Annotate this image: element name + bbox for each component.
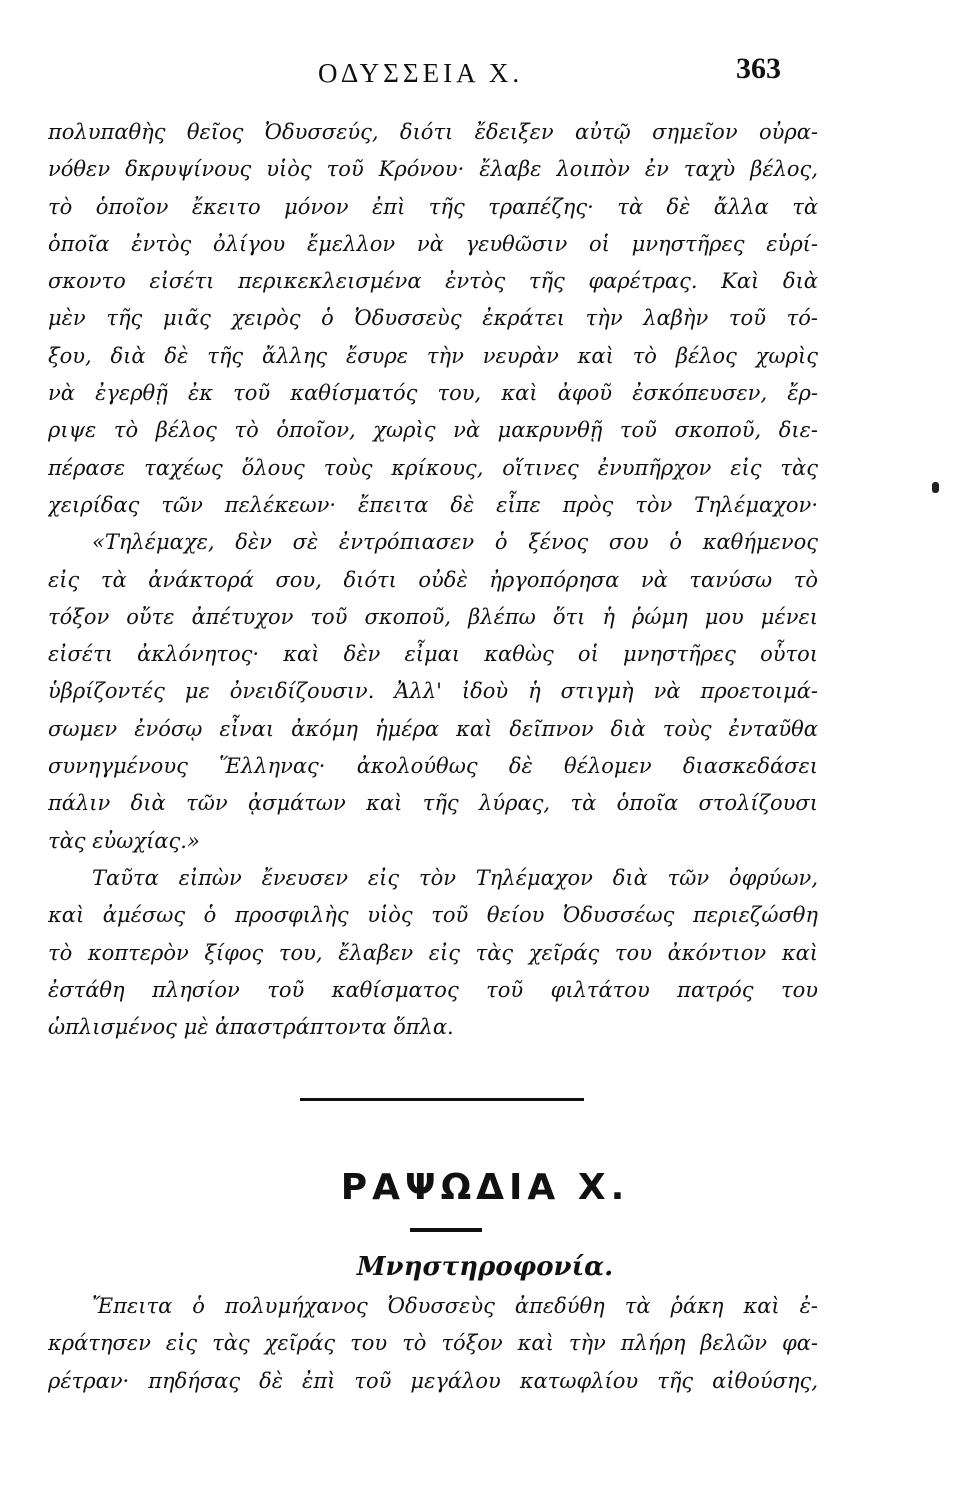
heading-underline — [410, 1228, 482, 1232]
text-line: σκοντο εἰσέτι περικεκλεισμένα ἐντὸς τῆς φαρέτρας. Καὶ διὰ — [48, 269, 818, 294]
running-head — [0, 52, 970, 102]
text-line: «Τηλέμαχε, δὲν σὲ ἐντρόπιασεν ὁ ξένος σου ὁ καθήμενος — [92, 530, 818, 555]
main-text — [48, 114, 818, 1046]
ink-speck — [932, 482, 939, 493]
text-line: ὁποῖα ἐντὸς ὀλίγου ἔμελλον νὰ γευθῶσιν οἱ μνηστῆρες εὑρί- — [48, 231, 818, 256]
text-line: τὰς εὐωχίας.» — [48, 828, 200, 853]
book-heading: ΡΑΨΩΔΙΑ Χ. — [340, 1167, 630, 1208]
text-line: ἐστάθη πλησίον τοῦ καθίσματος τοῦ φιλτάτου πατρός του — [48, 977, 818, 1002]
text-line: πολυπαθὴς θεῖος Ὀδυσσεύς, διότι ἔδειξεν αὐτῷ σημεῖον οὐρα- — [48, 120, 818, 144]
running-title: ΟΔΥΣΣΕΙΑ Χ. — [318, 58, 524, 88]
text-line: ρέτραν· πηδήσας δὲ ἐπὶ τοῦ μεγάλου κατωφλίου τῆς αἰθούσης, — [48, 1368, 818, 1393]
text-line: νὰ ἐγερθῇ ἐκ τοῦ καθίσματός του, καὶ ἀφοῦ ἐσκόπευσεν, ἔρ- — [48, 381, 818, 406]
section-divider — [300, 1098, 584, 1101]
text-line: Ταῦτα εἰπὼν ἔνευσεν εἰς τὸν Τηλέμαχον διὰ τῶν ὀφρύων, — [92, 865, 818, 890]
text-line: ριψε τὸ βέλος τὸ ὁποῖον, χωρὶς νὰ μακρυνθῇ τοῦ σκοποῦ, διε- — [48, 418, 818, 443]
text-line: μὲν τῆς μιᾶς χειρὸς ὁ Ὀδυσσεὺς ἐκράτει τὴν λαβὴν τοῦ τό- — [48, 306, 818, 331]
text-line: ὑβρίζοντές με ὀνειδίζουσιν. Ἀλλ' ἰδοὺ ἡ στιγμὴ νὰ προετοιμά- — [48, 679, 818, 704]
text-line: συνηγμένους Ἕλληνας· ἀκολούθως δὲ θέλομεν διασκεδάσει — [48, 754, 818, 779]
text-line: εἰσέτι ἀκλόνητος· καὶ δὲν εἶμαι καθὼς οἱ μνηστῆρες οὗτοι — [48, 642, 818, 667]
text-line: ξου, διὰ δὲ τῆς ἄλλης ἔσυρε τὴν νευρὰν καὶ τὸ βέλος χωρὶς — [48, 343, 818, 368]
text-line: κράτησεν εἰς τὰς χεῖράς του τὸ τόξον καὶ τὴν πλήρη βελῶν φα- — [48, 1331, 818, 1356]
text-line: χειρίδας τῶν πελέκεων· ἔπειτα δὲ εἶπε πρὸς τὸν Τηλέμαχον· — [48, 492, 818, 517]
text-line: τὸ κοπτερὸν ξίφος του, ἔλαβεν εἰς τὰς χεῖράς του ἀκόντιον καὶ — [48, 940, 818, 965]
text-line: σωμεν ἐνόσῳ εἶναι ἀκόμη ἡμέρα καὶ δεῖπνον διὰ τοὺς ἐνταῦθα — [48, 716, 818, 741]
text-line: Ἔπειτα ὁ πολυμήχανος Ὀδυσσεὺς ἀπεδύθη τὰ ῥάκη καὶ ἐ- — [92, 1294, 818, 1318]
text-line: πέρασε ταχέως ὅλους τοὺς κρίκους, οἵτινες ἐνυπῆρχον εἰς τὰς — [48, 455, 818, 480]
text-line: ὡπλισμένος μὲ ἀπαστράπτοντα ὅπλα. — [48, 1015, 454, 1040]
text-line: τόξον οὔτε ἀπέτυχον τοῦ σκοποῦ, βλέπω ὅτι ἡ ῥώμη μου μένει — [48, 604, 818, 629]
book-subtitle: Μνηστηροφονία. — [356, 1252, 614, 1282]
text-line: τὸ ὁποῖον ἔκειτο μόνον ἐπὶ τῆς τραπέζης· τὰ δὲ ἄλλα τὰ — [48, 194, 818, 219]
text-line: καὶ ἀμέσως ὁ προσφιλὴς υἱὸς τοῦ θείου Ὀδυσσέως περιεζώσθη — [48, 903, 818, 928]
text-line: εἰς τὰ ἀνάκτορά σου, διότι οὐδὲ ἠργοπόρησα νὰ τανύσω τὸ — [48, 567, 818, 592]
section-text — [48, 1288, 818, 1400]
text-line: πάλιν διὰ τῶν ᾀσμάτων καὶ τῆς λύρας, τὰ ὁποῖα στολίζουσι — [48, 791, 818, 816]
page-number: 363 — [736, 52, 781, 85]
text-line: νόθεν δκρυψίνους υἱὸς τοῦ Κρόνου· ἔλαβε λοιπὸν ἐν ταχὺ βέλος, — [48, 157, 818, 182]
